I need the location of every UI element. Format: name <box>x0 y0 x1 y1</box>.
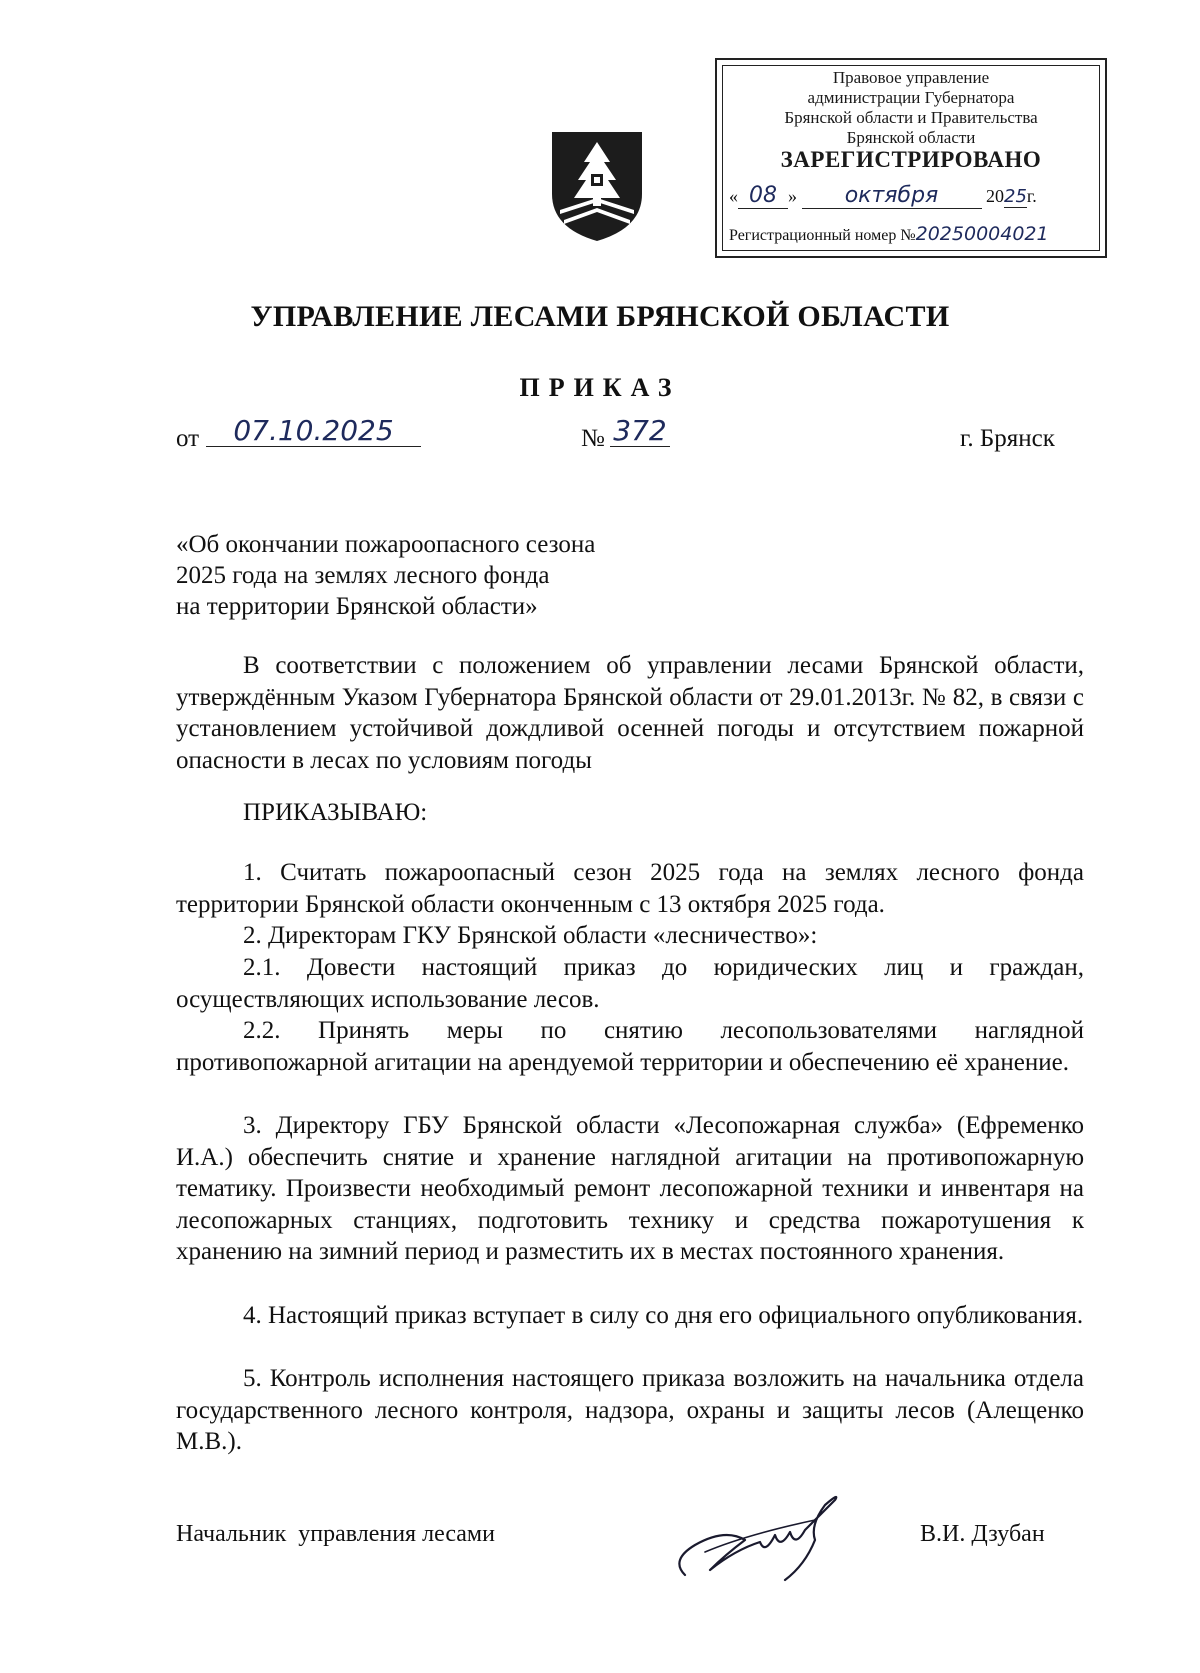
stamp-year-end: г. <box>1026 186 1037 206</box>
order-item-2: 2. Директорам ГКУ Брянской области «лесничество»: <box>243 922 818 949</box>
subject-line-3: на территории Брянской области» <box>176 593 538 620</box>
stamp-day: 08 <box>738 183 788 209</box>
signer-position: Начальник управления лесами <box>176 1521 495 1547</box>
number-value: 372 <box>610 416 670 447</box>
order-item-2-1: 2.1. Довести настоящий приказ до юридических лиц и граждан, осуществляющих использование лесов. <box>176 954 1084 1013</box>
stamp-line-2: администрации Губернатора <box>807 88 1015 107</box>
order-item-2-2: 2.2. Принять меры по снятию лесопользователями наглядной противопожарной агитации на арендуемой территории и обеспечению её хранение. <box>176 1017 1084 1076</box>
organization-title: УПРАВЛЕНИЕ ЛЕСАМИ БРЯНСКОЙ ОБЛАСТИ <box>250 300 950 333</box>
subject-line-1: «Об окончании пожароопасного сезона <box>176 531 596 558</box>
subject-line-2: 2025 года на землях лесного фонда <box>176 562 550 589</box>
signer-name: В.И. Дзубан <box>920 1521 1045 1547</box>
stamp-line-3: Брянской области и Правительства <box>784 108 1038 127</box>
city: г. Брянск <box>960 425 1055 452</box>
date-label: от <box>176 425 200 452</box>
number-label: № <box>581 425 605 452</box>
order-item-5: 5. Контроль исполнения настоящего приказа возложить на начальника отдела государственного лесного контроля, надзора, охраны и защиты лесов (Алещенко М.В.). <box>176 1365 1084 1455</box>
stamp-registered: ЗАРЕГИСТРИРОВАНО <box>780 147 1042 172</box>
order-word: ПРИКАЗЫВАЮ: <box>243 799 428 826</box>
coat-of-arms-emblem <box>548 128 646 244</box>
preamble-paragraph: В соответствии с положением об управлении лесами Брянской области, утверждённым Указом Губернатора Брянской области от 29.01.2013г. № 82, в связи с установлением устойчивой дождливой осенней погоды и отсутствием пожарной опасности в лесах по условиям погоды <box>176 652 1084 774</box>
stamp-reg-label: Регистрационный номер № <box>729 227 916 244</box>
document-type: ПРИКАЗ <box>519 373 681 402</box>
registration-stamp <box>715 58 1107 258</box>
order-item-3: 3. Директору ГБУ Брянской области «Лесопожарная служба» (Ефременко И.А.) обеспечить снятие и хранение наглядной агитации на противопожарную тематику. Произвести необходимый ремонт лесопожарной техники и инвентаря на лесопожарных станциях, подготовить технику и средства пожаротушения к хранению на зимний период и разместить их в местах постоянного хранения. <box>176 1112 1084 1265</box>
handwritten-signature <box>665 1480 865 1590</box>
stamp-month: октября <box>802 183 982 209</box>
stamp-reg-number: 20250004021 <box>915 223 1049 245</box>
stamp-year-suffix: 25 <box>1004 186 1027 207</box>
date-value: 07.10.2025 <box>206 416 421 447</box>
order-item-4: 4. Настоящий приказ вступает в силу со дня его официального опубликования. <box>243 1302 1084 1329</box>
stamp-line-1: Правовое управление <box>832 68 990 87</box>
stamp-line-4: Брянской области <box>846 128 976 147</box>
stamp-year-prefix: 20 <box>986 186 1004 206</box>
stamp-date-row: « 08 » октября 2025г. <box>729 183 1037 208</box>
stamp-reg-row <box>729 223 1105 245</box>
order-subject <box>176 529 736 622</box>
order-item-1: 1. Считать пожароопасный сезон 2025 года на землях лесного фонда территории Брянской области оконченным с 13 октября 2025 года. <box>176 859 1084 918</box>
